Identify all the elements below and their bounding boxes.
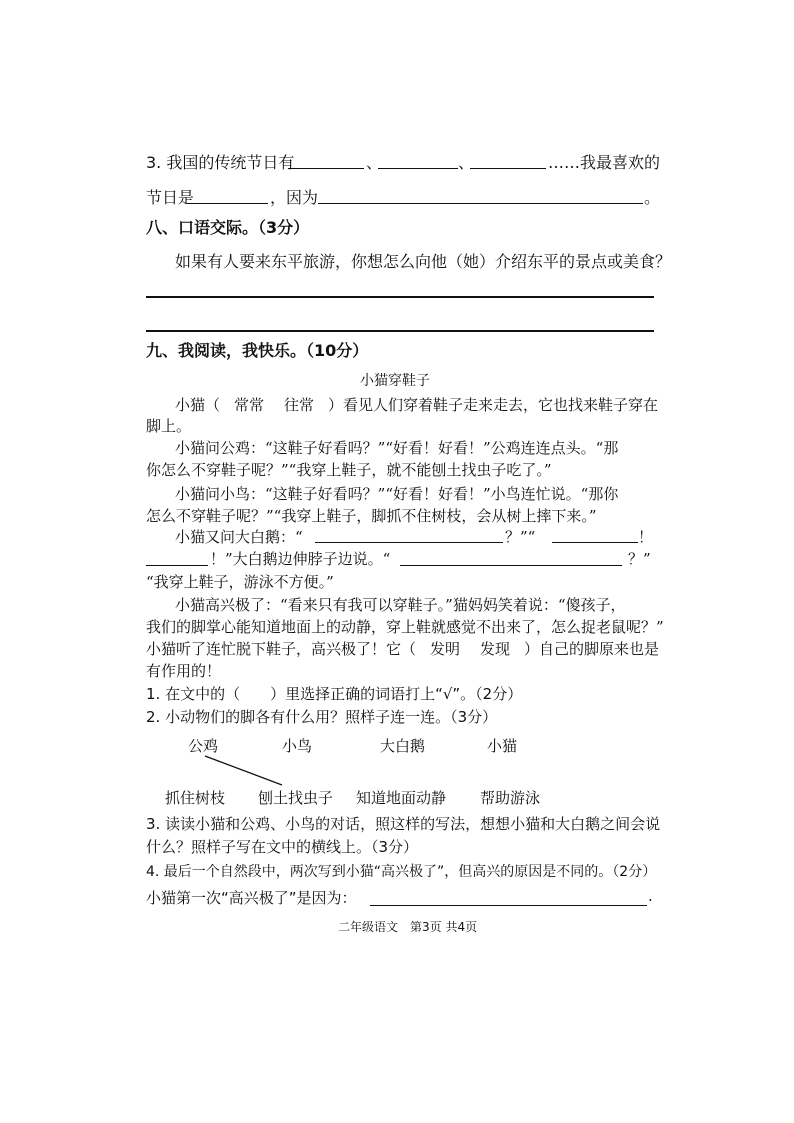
use-grip-branch[interactable]: 抓住树枝 (165, 789, 226, 807)
animal-rooster[interactable]: 公鸡 (188, 737, 219, 755)
q7-3-line2-mid: ，因为 (270, 188, 319, 207)
p5-text-c: 小猫听了连忙脱下鞋子，高兴极了！它（ (146, 640, 417, 658)
p1-text-b: ）看见人们穿着鞋子走来走去，它也找来鞋子穿在 (328, 396, 659, 414)
story-p4-f: “我穿上鞋子，游泳不方便。” (146, 573, 334, 591)
example-match-line (205, 756, 282, 785)
p5-option-1[interactable]: 发明 (430, 640, 461, 658)
q7-3-tail: ……我最喜欢的 (548, 153, 661, 172)
story-p4-e: ？” (628, 550, 651, 568)
animal-goose[interactable]: 大白鹅 (380, 737, 426, 755)
q9-2: 2. 小动物们的脚各有什么用？照样子连一连。（3分） (146, 708, 498, 726)
q7-3-sep-1: 、 (366, 153, 383, 172)
p1-text-a: 小猫（ (175, 396, 221, 414)
use-sense-ground[interactable]: 知道地面动静 (356, 789, 447, 807)
story-p4-a: 小猫又问大白鹅：“ (175, 528, 303, 546)
p1-option-1[interactable]: 常常 (234, 396, 265, 414)
use-swimming[interactable]: 帮助游泳 (480, 789, 541, 807)
q9-4-end: . (648, 887, 653, 905)
story-p4-d: ！”大白鹅边伸脖子边说。“ (210, 550, 391, 568)
q7-3-sep-2: 、 (458, 153, 475, 172)
section-8-prompt: 如果有人要来东平旅游，你想怎么向他（她）介绍东平的景点或美食？ (175, 252, 672, 271)
story-p3-line1: 小猫问小鸟：“这鞋子好看吗？”“好看！好看！”小鸟连忙说。“那你 (175, 485, 619, 503)
p5-text-d: ）自己的脚原来也是 (524, 640, 660, 658)
story-p1-line2: 脚上。 (146, 417, 192, 435)
q9-4-line1: 4. 最后一个自然段中，两次写到小猫“高兴极了”，但高兴的原因是不同的。（2分） (146, 864, 657, 880)
story-p3-line2: 怎么不穿鞋子呢？”“我穿上鞋子，脚抓不住树枝，会从树上摔下来。” (146, 507, 597, 525)
q9-3-line2: 什么？照样子写在文中的横线上。（3分） (146, 838, 419, 856)
q9-1: 1. 在文中的（ ）里选择正确的词语打上“√”。（2分） (146, 685, 523, 703)
section-9-title: 九、我阅读，我快乐。（10分） (146, 341, 369, 360)
q9-3-line1: 3. 读读小猫和公鸡、小鸟的对话，照这样的写法，想想小猫和大白鹅之间会说 (146, 815, 661, 833)
animal-cat[interactable]: 小猫 (487, 737, 518, 755)
story-p2-line1: 小猫问公鸡：“这鞋子好看吗？”“好看！好看！”公鸡连连点头。“那 (175, 439, 619, 457)
q7-3-prefix: 3. 我国的传统节日有 (146, 153, 295, 172)
p5-option-2[interactable]: 发现 (480, 640, 511, 658)
story-p4-c: ！ (638, 528, 654, 546)
page-footer: 二年级语文 第3页 共4页 (338, 920, 478, 934)
story-p2-line2: 你怎么不穿鞋子呢？”“我穿上鞋子，就不能刨土找虫子吃了。” (146, 461, 552, 479)
section-8-title: 八、口语交际。（3分） (146, 218, 310, 237)
q7-3-line2-prefix: 节日是 (146, 188, 195, 207)
story-p5-line4: 有作用的！ (146, 662, 222, 680)
q7-3-line2-end: 。 (644, 188, 661, 207)
p1-option-2[interactable]: 往常 (284, 396, 315, 414)
story-p5-line1: 小猫高兴极了：“看来只有我可以穿鞋子。”猫妈妈笑着说：“傻孩子， (175, 596, 626, 614)
animal-bird[interactable]: 小鸟 (282, 737, 313, 755)
q9-4-answer-blank[interactable] (370, 905, 647, 906)
story-title: 小猫穿鞋子 (360, 373, 430, 389)
story-p5-line2: 我们的脚掌心能知道地面上的动静，穿上鞋就感觉不出来了，怎么捉老鼠呢？” (146, 618, 664, 636)
q9-4-line2: 小猫第一次“高兴极了”是因为： (146, 889, 357, 907)
use-dig-bugs[interactable]: 刨土找虫子 (258, 789, 334, 807)
story-p4-b: ？”“ (505, 528, 536, 546)
